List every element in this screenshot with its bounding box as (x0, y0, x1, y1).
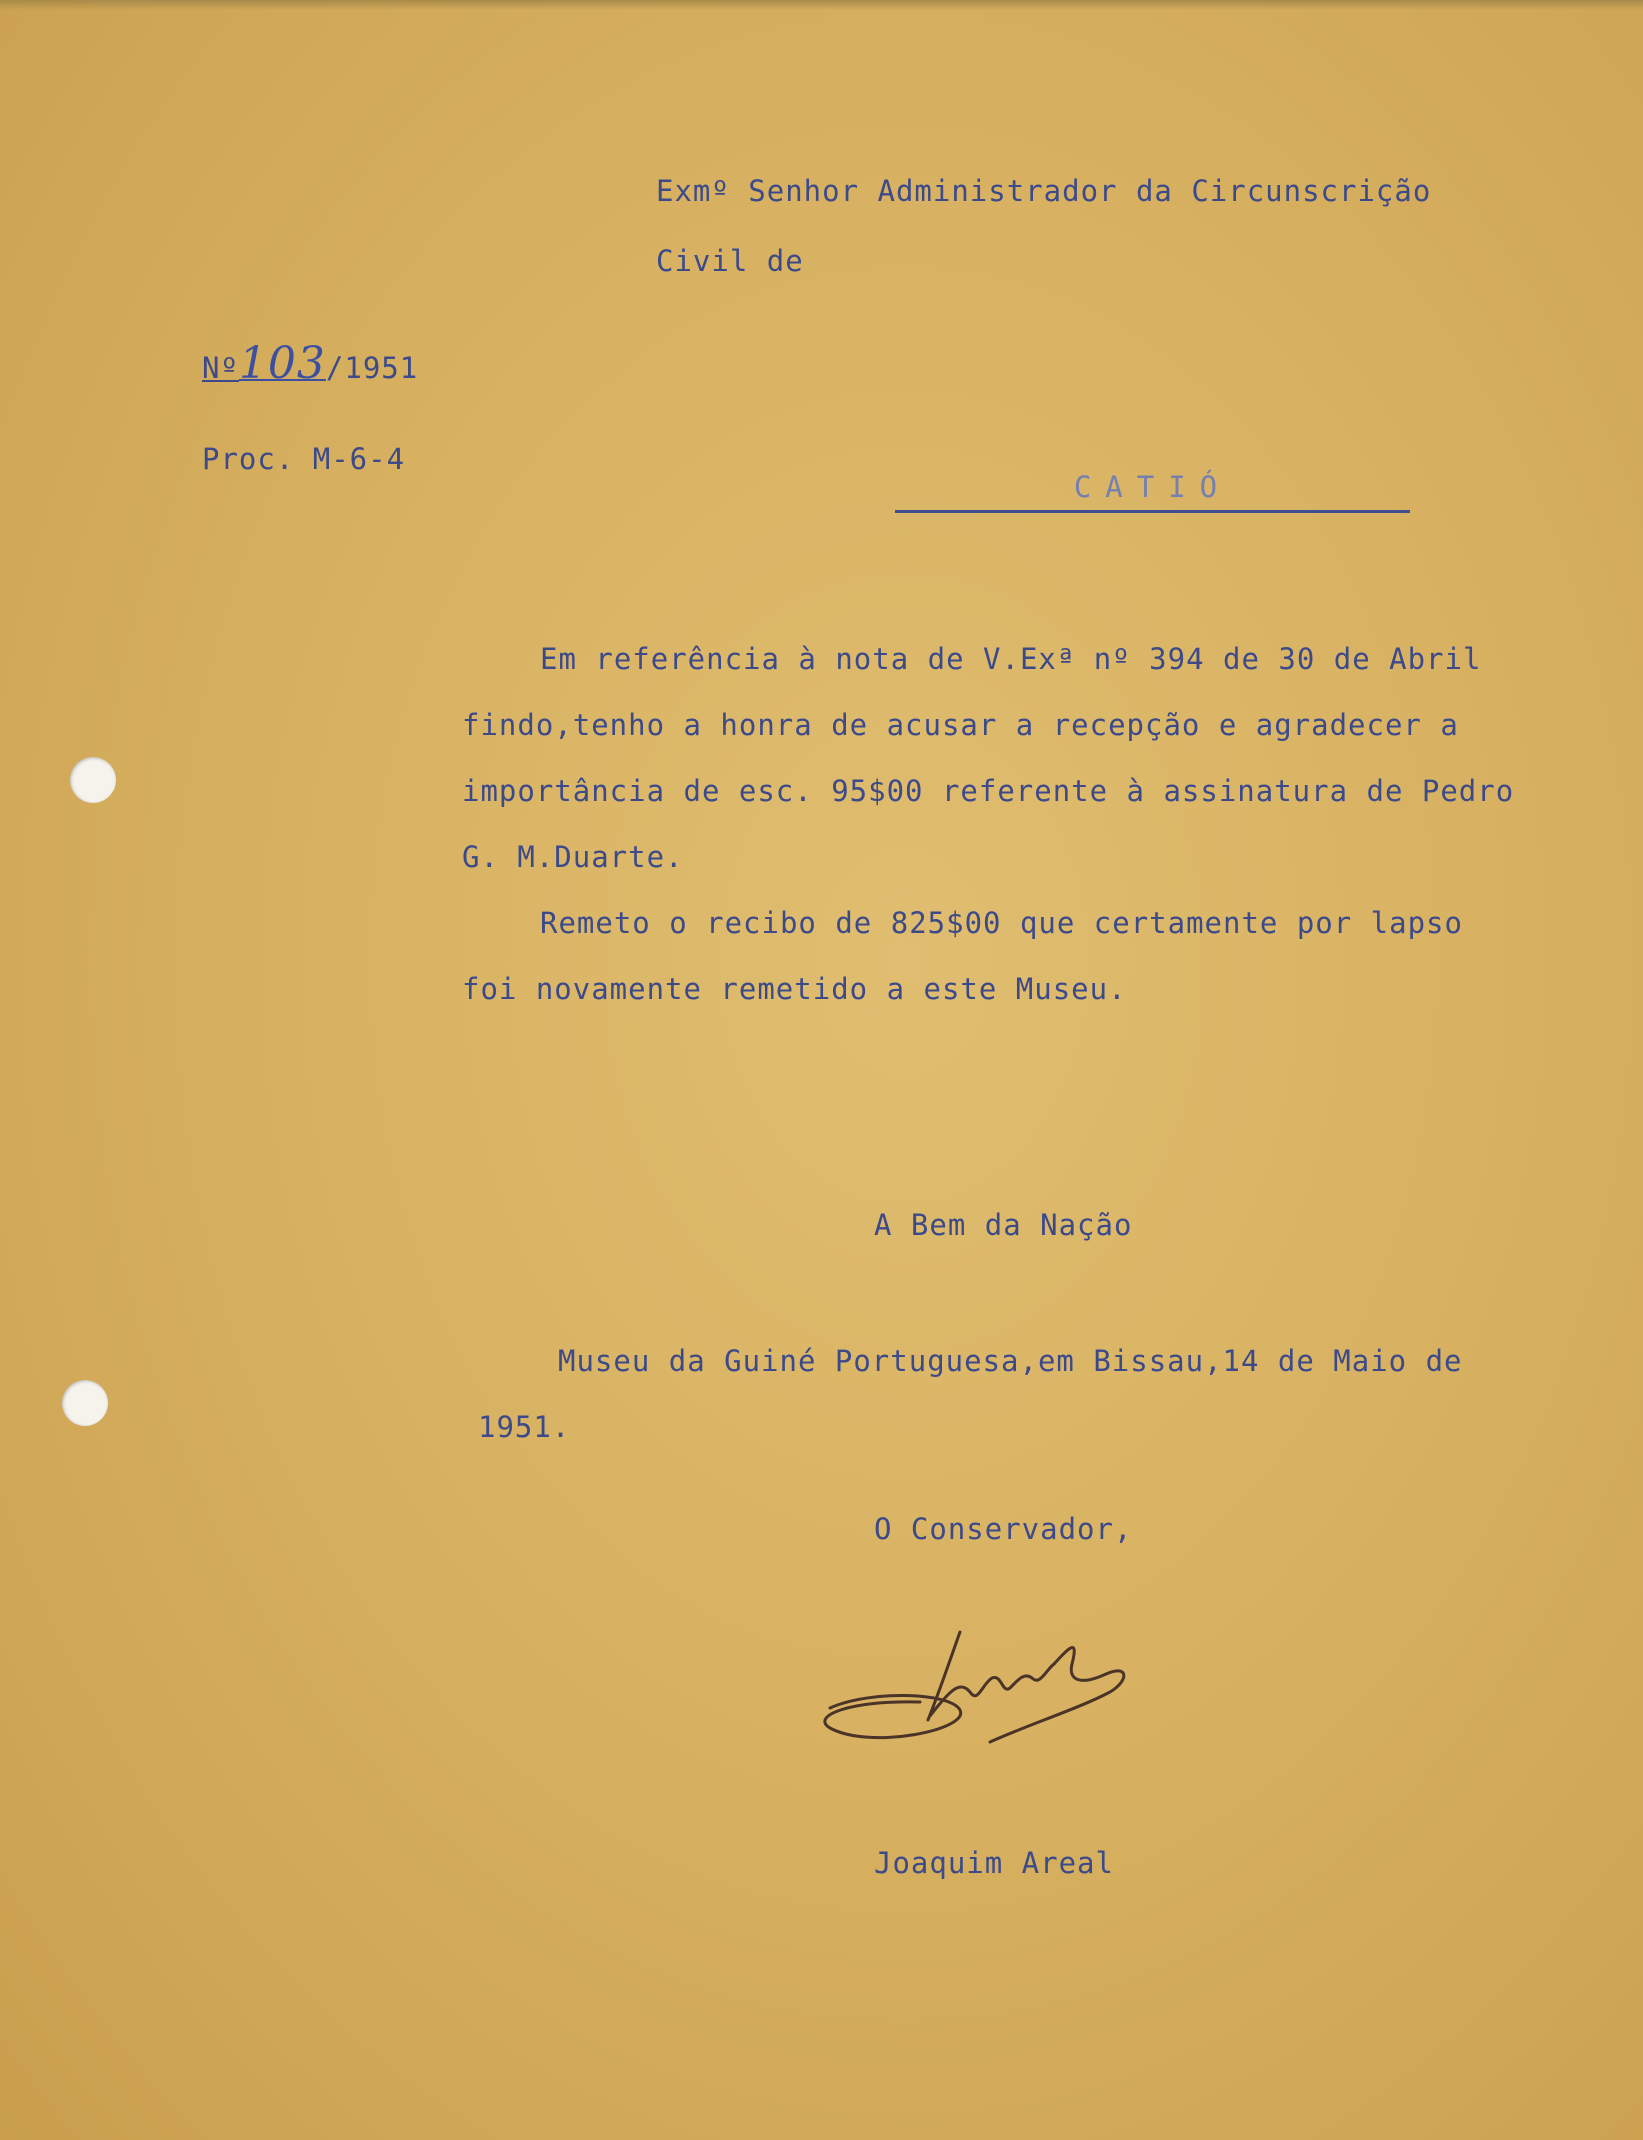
body-line: Remeto o recibo de 825$00 que certamente por lapso (540, 906, 1463, 940)
body-line: Em referência à nota de V.Exª nº 394 de 30 de Abril (540, 642, 1482, 676)
signatory-name: Joaquim Areal (874, 1846, 1114, 1880)
reference-number (202, 338, 418, 389)
handwritten-number: 103 (238, 338, 326, 389)
process-reference: Proc. M-6-4 (202, 442, 406, 476)
addressee-line-1: Exmº Senhor Administrador da Circunscrição (656, 174, 1432, 208)
place-date-line-2: 1951. (478, 1410, 571, 1444)
punch-hole (70, 757, 116, 803)
addressee-line-2: Civil de (656, 244, 804, 278)
place-date-line-1: Museu da Guiné Portuguesa,em Bissau,14 de Maio de (558, 1344, 1463, 1378)
destination-place: CATIÓ (895, 470, 1410, 513)
motto: A Bem da Nação (874, 1208, 1133, 1242)
body-line: foi novamente remetido a este Museu. (462, 972, 1127, 1006)
punch-hole (62, 1380, 108, 1426)
number-year: /1951 (325, 351, 419, 385)
number-prefix: Nº (202, 351, 239, 385)
body-line: G. M.Duarte. (462, 840, 684, 874)
signatory-title: O Conservador, (874, 1512, 1133, 1546)
body-line: importância de esc. 95$00 referente à assinatura de Pedro (462, 774, 1515, 808)
body-line: findo,tenho a honra de acusar a recepção e agradecer a (462, 708, 1459, 742)
handwritten-signature (810, 1620, 1150, 1755)
